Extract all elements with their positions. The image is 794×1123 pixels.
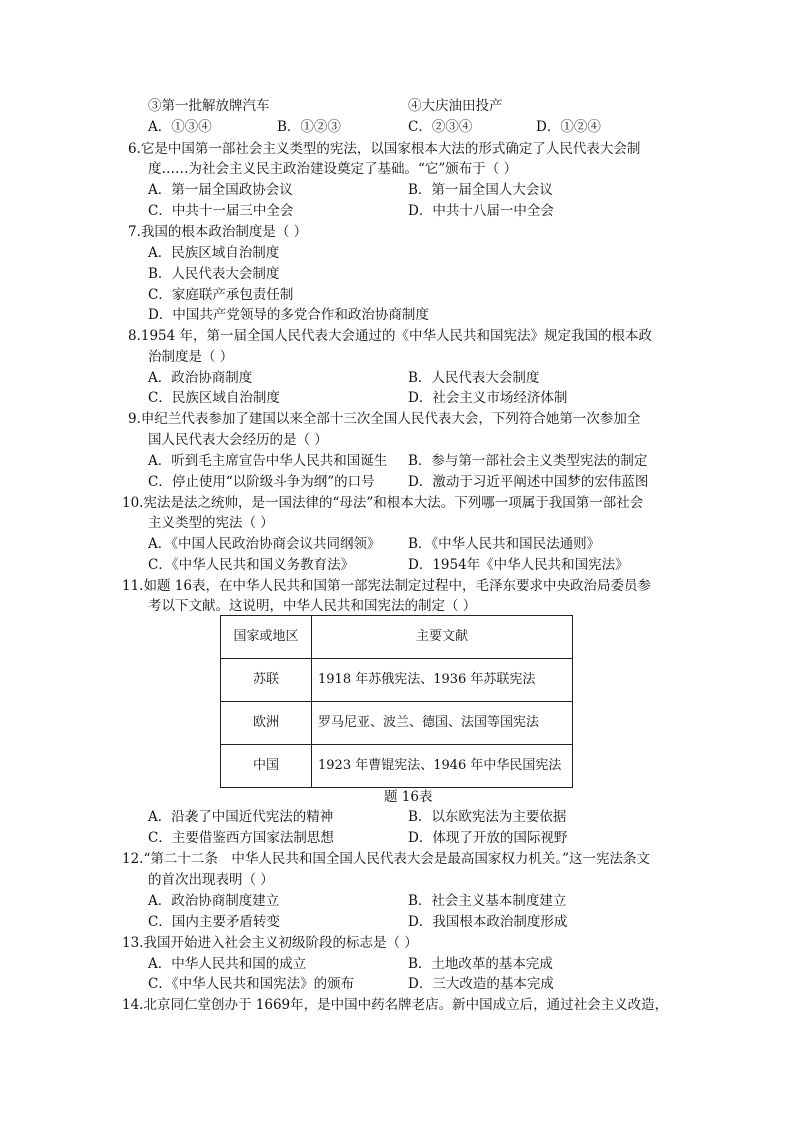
q13-stem: 13.我国开始进入社会主义初级阶段的标志是（ ） — [122, 935, 418, 951]
table-row — [221, 745, 573, 788]
q8-stem-line1: 8.1954 年，第一届全国人民代表大会通过的《中华人民共和国宪法》规定我国的根本政 — [128, 328, 653, 344]
table-cell-documents: 罗马尼亚、波兰、德国、法国等国宪法 — [312, 702, 573, 745]
q13-answer-a: A．中华人民共和国的成立 — [148, 956, 307, 972]
q12-stem-line1: 12.“第二十二条 中华人民共和国全国人民代表大会是最高国家权力机关。”这一宪法条文 — [122, 851, 651, 867]
q10-answer-d: D．1954年《中华人民共和国宪法》 — [408, 557, 629, 573]
q6-stem-line2: 度……为社会主义民主政治建设奠定了基础。“它”颁布于（ ） — [148, 161, 518, 177]
q8-answer-b: B．人民代表大会制度 — [408, 370, 540, 386]
q10-stem-line2: 主义类型的宪法（ ） — [148, 515, 274, 531]
q9-answer-a: A．听到毛主席宣告中华人民共和国诞生 — [148, 453, 388, 469]
q10-answer-a: A．《中国人民政治协商会议共同纲领》 — [148, 536, 381, 552]
table-caption: 题 16表 — [384, 789, 433, 805]
q8-answer-d: D．社会主义市场经济体制 — [408, 390, 568, 406]
q7-stem: 7.我国的根本政治制度是（ ） — [128, 224, 308, 240]
q10-stem-line1: 10.宪法是法之统帅，是一国法律的“母法”和根本大法。下列哪一项属于我国第一部社会 — [122, 495, 644, 511]
q5-option-3: ③第一批解放牌汽车 — [148, 98, 270, 114]
table-cell-region: 欧洲 — [221, 702, 312, 745]
q5-answer-c: C．②③④ — [408, 119, 473, 135]
q12-answer-b: B．社会主义基本制度建立 — [408, 893, 567, 909]
q5-answer-a: A．①③④ — [148, 119, 212, 135]
table-header-row — [221, 616, 573, 659]
q11-stem-line1: 11.如题 16表，在中华人民共和国第一部宪法制定过程中，毛泽东要求中央政治局委员参 — [122, 578, 651, 594]
q7-answer-c: C．家庭联产承包责任制 — [148, 287, 294, 303]
q8-answer-a: A．政治协商制度 — [148, 370, 253, 386]
q13-answer-c: C．《中华人民共和国宪法》的颁布 — [148, 976, 355, 992]
q12-answer-c: C．国内主要矛盾转变 — [148, 914, 280, 930]
q5-answer-d: D．①②④ — [536, 119, 601, 135]
q9-answer-c: C．停止使用“以阶级斗争为纲”的口号 — [148, 474, 375, 490]
table-cell-documents: 1923 年曹锟宪法、1946 年中华民国宪法 — [312, 745, 573, 788]
q11-answer-b: B．以东欧宪法为主要依据 — [408, 809, 567, 825]
q12-answer-d: D．我国根本政治制度形成 — [408, 914, 568, 930]
q9-answer-d: D．激动于习近平阐述中国梦的宏伟蓝图 — [408, 474, 649, 490]
q9-stem-line2: 国人民代表大会经历的是（ ） — [148, 432, 328, 448]
table-cell-documents: 1918 年苏俄宪法、1936 年苏联宪法 — [312, 659, 573, 702]
table-header-region: 国家或地区 — [221, 616, 312, 659]
q5-answer-b: B．①②③ — [277, 119, 341, 135]
q10-answer-b: B．《中华人民共和国民法通则》 — [408, 536, 601, 552]
q7-answer-a: A．民族区域自治制度 — [148, 245, 280, 261]
table-row — [221, 659, 573, 702]
q13-answer-d: D．三大改造的基本完成 — [408, 976, 554, 992]
q7-answer-d: D．中国共产党领导的多党合作和政治协商制度 — [148, 307, 429, 323]
q6-answer-a: A．第一届全国政协会议 — [148, 182, 293, 198]
q11-answer-a: A．沿袭了中国近代宪法的精神 — [148, 809, 334, 825]
q6-stem-line1: 6.它是中国第一部社会主义类型的宪法，以国家根本大法的形式确定了人民代表大会制 — [128, 141, 641, 157]
q6-answer-b: B．第一届全国人大会议 — [408, 182, 553, 198]
q6-answer-c: C．中共十一届三中全会 — [148, 203, 294, 219]
table-cell-region: 中国 — [221, 745, 312, 788]
q12-answer-a: A．政治协商制度建立 — [148, 893, 280, 909]
table-cell-region: 苏联 — [221, 659, 312, 702]
q12-stem-line2: 的首次出现表明（ ） — [148, 872, 274, 888]
q10-answer-c: C．《中华人民共和国义务教育法》 — [148, 557, 355, 573]
q9-answer-b: B．参与第一部社会主义类型宪法的制定 — [408, 453, 648, 469]
literature-table — [220, 615, 573, 788]
q5-option-4: ④大庆油田投产 — [408, 98, 503, 114]
q11-answer-d: D．体现了开放的国际视野 — [408, 830, 568, 846]
table-header-documents: 主要文献 — [312, 616, 573, 659]
q6-answer-d: D．中共十八届一中全会 — [408, 203, 554, 219]
q11-answer-c: C．主要借鉴西方国家法制思想 — [148, 830, 334, 846]
q9-stem-line1: 9.申纪兰代表参加了建国以来全部十三次全国人民代表大会，下列符合她第一次参加全 — [128, 411, 641, 427]
q14-stem-line1: 14.北京同仁堂创办于 1669年，是中国中药名牌老店。新中国成立后，通过社会主义改造， — [122, 997, 669, 1013]
q11-stem-line2: 考以下文献。这说明，中华人民共和国宪法的制定（ ） — [148, 598, 477, 614]
q8-stem-line2: 治制度是（ ） — [148, 349, 234, 365]
q7-answer-b: B．人民代表大会制度 — [148, 266, 280, 282]
q13-answer-b: B．土地改革的基本完成 — [408, 956, 553, 972]
q8-answer-c: C．民族区域自治制度 — [148, 390, 280, 406]
table-row — [221, 702, 573, 745]
